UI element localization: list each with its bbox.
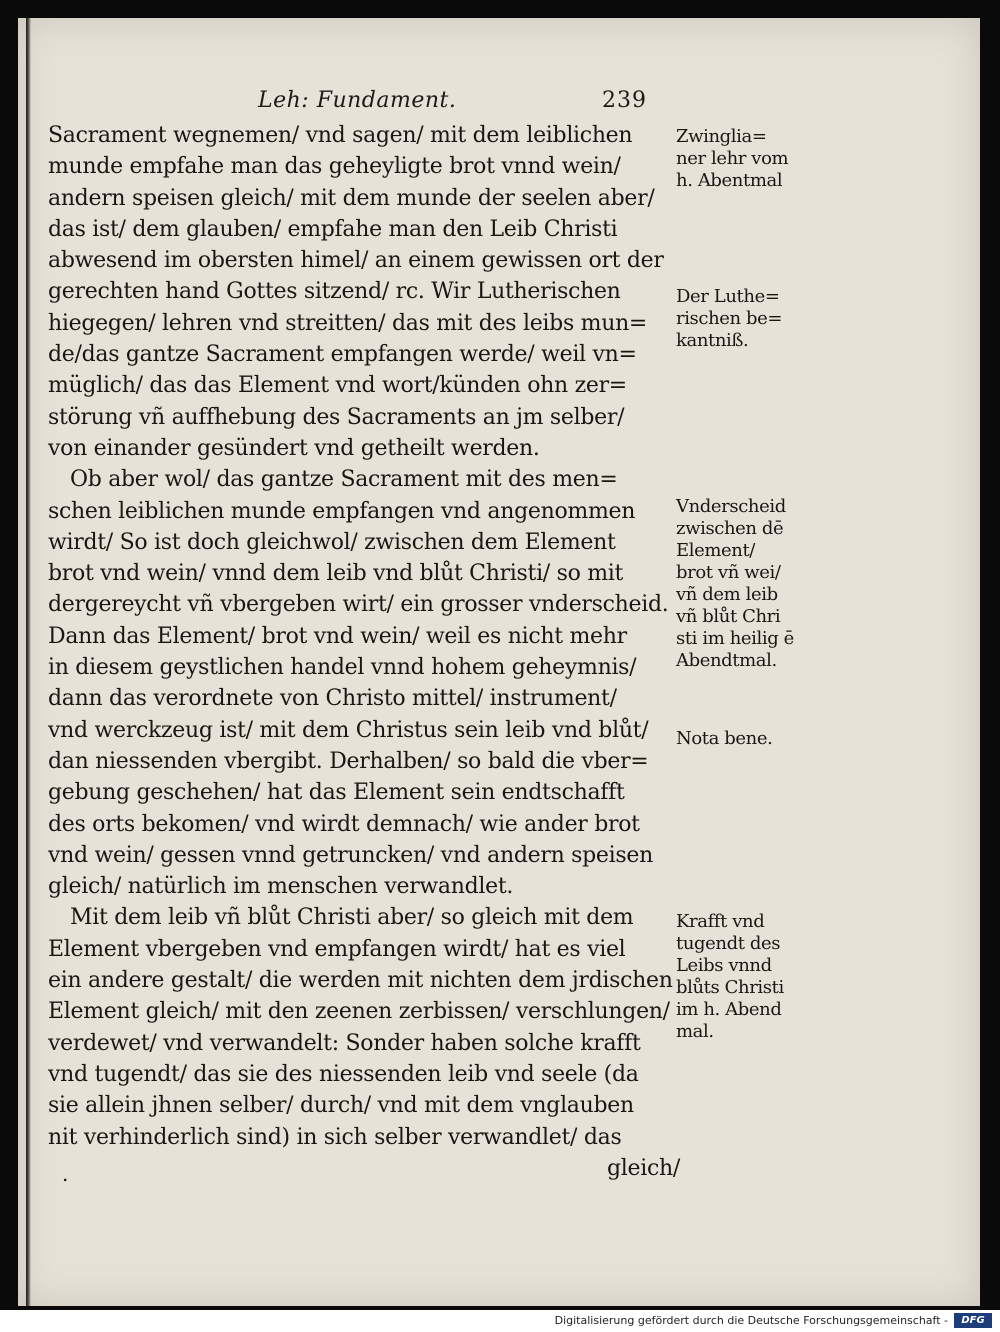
text-line: dann das verordnete von Christo mittel/ instrument/ bbox=[48, 686, 617, 712]
main-text-block bbox=[48, 120, 688, 1184]
page-edge bbox=[26, 18, 31, 1306]
note-line: Vnderscheid bbox=[676, 496, 786, 517]
text-line: gerechten hand Gottes sitzend/ rc. Wir Lutherischen bbox=[48, 279, 621, 305]
marginal-note-lutheran bbox=[676, 286, 798, 352]
note-line: tugendt des bbox=[676, 933, 781, 954]
marginal-note-nota-bene bbox=[676, 728, 798, 750]
text-line: Element vbergeben vnd empfangen wirdt/ hat es viel bbox=[48, 936, 626, 962]
note-line: zwischen dē bbox=[676, 518, 784, 539]
text-line: in diesem geystlichen handel vnnd hohem geheymnis/ bbox=[48, 655, 637, 681]
footer-bar bbox=[0, 1310, 1000, 1332]
text-line: brot vnd wein/ vnnd dem leib vnd blůt Christi/ so mit bbox=[48, 561, 624, 587]
text-line: nit verhinderlich sind) in sich selber verwandlet/ das bbox=[48, 1124, 622, 1150]
page-number: 239 bbox=[602, 88, 647, 113]
note-line: mal. bbox=[676, 1021, 714, 1042]
text-line: vnd werckzeug ist/ mit dem Christus sein leib vnd blůt/ bbox=[48, 717, 649, 743]
text-line: wirdt/ So ist doch gleichwol/ zwischen dem Element bbox=[48, 529, 616, 555]
text-line: munde empfahe man das geheyligte brot vnnd wein/ bbox=[48, 154, 621, 180]
marginal-note-power bbox=[676, 911, 798, 1043]
note-line: blůts Christi bbox=[676, 977, 784, 998]
note-line: ner lehr vom bbox=[676, 148, 789, 169]
note-line: h. Abentmal bbox=[676, 170, 783, 191]
note-line: Leibs vnnd bbox=[676, 955, 772, 976]
text-line: andern speisen gleich/ mit dem munde der seelen aber/ bbox=[48, 185, 655, 211]
note-line: im h. Abend bbox=[676, 999, 782, 1020]
catchword: gleich/ bbox=[607, 1155, 680, 1181]
text-line: verdewet/ vnd verwandelt: Sonder haben solche krafft bbox=[48, 1030, 641, 1056]
text-line: sie allein jhnen selber/ durch/ vnd mit dem vnglauben bbox=[48, 1093, 634, 1119]
text-line: von einander gesündert vnd getheilt werden. bbox=[48, 435, 540, 461]
text-line: vnd tugendt/ das sie des niessenden leib vnd seele (da bbox=[48, 1061, 639, 1087]
note-line: Zwinglia= bbox=[676, 126, 767, 147]
signature-mark: . bbox=[62, 1161, 69, 1186]
text-line: gebung geschehen/ hat das Element sein endtschafft bbox=[48, 780, 625, 806]
paragraph-start-line: Mit dem leib vñ blůt Christi aber/ so gleich mit dem bbox=[70, 905, 634, 931]
running-head: Leh: Fundament. bbox=[258, 88, 457, 113]
text-line: vnd wein/ gessen vnnd getruncken/ vnd andern speisen bbox=[48, 842, 653, 868]
note-line: Abendtmal. bbox=[676, 650, 777, 671]
text-line: schen leiblichen munde empfangen vnd angenommen bbox=[48, 498, 636, 524]
text-line: des orts bekomen/ vnd wirdt demnach/ wie ander brot bbox=[48, 811, 640, 837]
dfg-logo: DFG bbox=[954, 1313, 992, 1328]
note-line: Krafft vnd bbox=[676, 911, 765, 932]
note-line: Element/ bbox=[676, 540, 755, 561]
text-line: hiegegen/ lehren vnd streitten/ das mit des leibs mun= bbox=[48, 310, 648, 336]
note-line: vñ dem leib bbox=[676, 584, 778, 605]
text-line: de/das gantze Sacrament empfangen werde/ weil vn= bbox=[48, 342, 637, 368]
text-line: müglich/ das das Element vnd wort/künden ohn zer= bbox=[48, 373, 627, 399]
text-line: ein andere gestalt/ die werden mit nichten dem jrdischen bbox=[48, 968, 673, 994]
note-line: brot vñ wei/ bbox=[676, 562, 781, 583]
text-line: störung vñ auffhebung des Sacraments an jm selber/ bbox=[48, 404, 625, 430]
note-line: Der Luthe= bbox=[676, 286, 780, 307]
note-line: rischen be= bbox=[676, 308, 783, 329]
note-line: sti im heilig ē bbox=[676, 628, 794, 649]
note-line: kantniß. bbox=[676, 330, 749, 351]
text-line: Dann das Element/ brot vnd wein/ weil es nicht mehr bbox=[48, 623, 627, 649]
note-line: Nota bene. bbox=[676, 728, 773, 749]
text-line: abwesend im obersten himel/ an einem gewissen ort der bbox=[48, 248, 664, 274]
text-line: dergereycht vñ vbergeben wirt/ ein grosser vnderscheid. bbox=[48, 592, 669, 618]
text-line: gleich/ natürlich im menschen verwandlet. bbox=[48, 874, 514, 900]
marginal-note-zwinglian bbox=[676, 126, 798, 192]
funding-credit: Digitalisierung gefördert durch die Deutsche Forschungsgemeinschaft - bbox=[554, 1314, 948, 1327]
catchword-line bbox=[48, 1153, 688, 1184]
text-line: Sacrament wegnemen/ vnd sagen/ mit dem leiblichen bbox=[48, 123, 633, 148]
note-line: vñ blůt Chri bbox=[676, 606, 781, 627]
book-page bbox=[18, 18, 980, 1306]
text-line: Element gleich/ mit den zeenen zerbissen/ verschlungen/ bbox=[48, 999, 670, 1025]
marginal-note-difference bbox=[676, 496, 798, 672]
text-line: dan niessenden vbergibt. Derhalben/ so bald die vber= bbox=[48, 748, 649, 774]
text-line: das ist/ dem glauben/ empfahe man den Leib Christi bbox=[48, 216, 618, 242]
paragraph-start-line: Ob aber wol/ das gantze Sacrament mit des men= bbox=[70, 467, 618, 493]
